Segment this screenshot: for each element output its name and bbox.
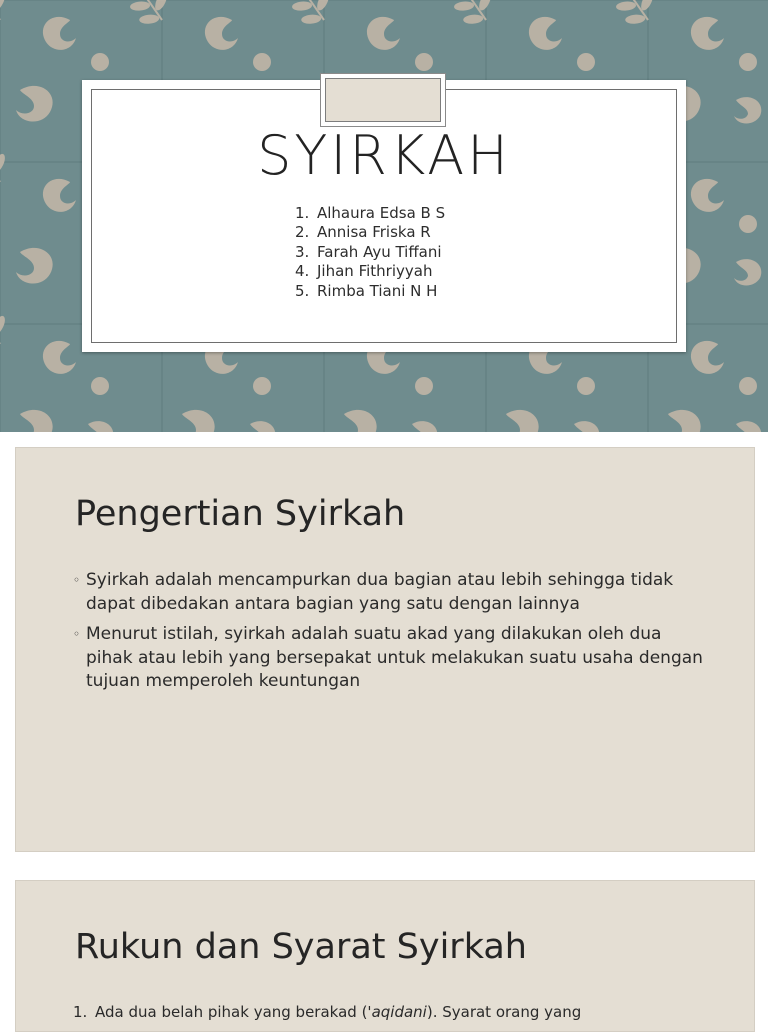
bullet-text: Syirkah adalah mencampurkan dua bagian atau lebih sehingga tidak dapat dibedakan antara bagian yang satu dengan lainnya (86, 570, 674, 614)
card-tab-decoration (325, 78, 441, 122)
list-item: 1. Ada dua belah pihak yang berakad ('aqidani). Syarat orang yang (73, 1003, 582, 1021)
member-item: 3. Farah Ayu Tiffani (295, 242, 442, 261)
definition-slide (15, 447, 755, 852)
list-item-text: Ada dua belah pihak yang berakad ('aqidani). Syarat orang yang (95, 1003, 582, 1021)
bullet-list (73, 569, 703, 701)
slide-heading: Pengertian Syirkah (75, 494, 406, 534)
bullet-marker-icon: ◦ (73, 627, 81, 641)
member-item: 1. Alhaura Edsa B S (295, 204, 446, 222)
title-slide (0, 0, 768, 432)
slide-heading: Rukun dan Syarat Syirkah (75, 927, 527, 967)
bullet-item (73, 623, 703, 694)
member-item: 4. Jihan Fithriyyah (295, 262, 433, 281)
member-name: Alhaura Edsa B S (317, 204, 446, 222)
presentation-title: SYIRKAH (257, 124, 511, 187)
member-name: Jihan Fithriyyah (317, 262, 433, 281)
rukun-slide (15, 880, 755, 1032)
bullet-item (73, 569, 703, 616)
member-item: 2. Annisa Friska R (295, 223, 431, 242)
member-list (295, 204, 445, 301)
member-name: Annisa Friska R (317, 223, 431, 242)
member-name: Rimba Tiani N H (317, 281, 438, 300)
bullet-text: Menurut istilah, syirkah adalah suatu akad yang dilakukan oleh dua pihak atau lebih yang bersepakat untuk melakukan suatu usaha dengan tujuan memperoleh keuntungan (86, 624, 703, 691)
bullet-marker-icon: ◦ (73, 573, 81, 587)
title-card (82, 80, 686, 352)
member-item: 5. Rimba Tiani N H (295, 281, 438, 300)
numbered-list (73, 1001, 713, 1023)
member-name: Farah Ayu Tiffani (317, 242, 442, 261)
